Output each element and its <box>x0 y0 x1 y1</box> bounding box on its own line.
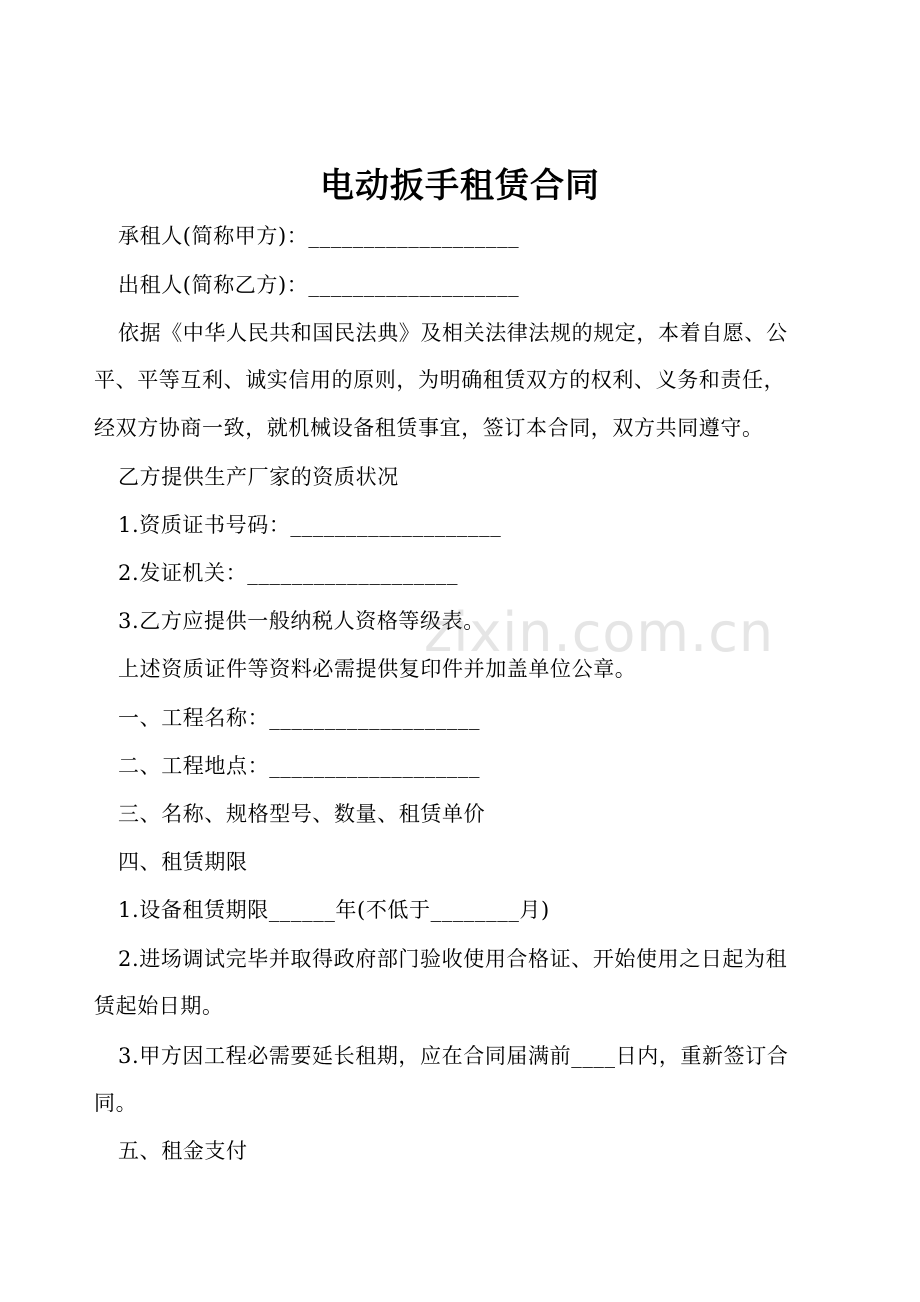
copies-note-line: 上述资质证件等资料必需提供复印件并加盖单位公章。 <box>118 657 637 681</box>
specification-heading: 三、名称、规格型号、数量、租赁单价 <box>118 802 486 826</box>
qualification-heading: 乙方提供生产厂家的资质状况 <box>118 465 399 489</box>
lessee-line: 承租人(简称甲方)：___________________ <box>118 224 520 248</box>
certificate-number-line: 1.资质证书号码：___________________ <box>118 513 502 537</box>
lease-term-item-1: 1.设备租赁期限______年(不低于________月) <box>118 898 550 922</box>
preamble-line-3: 经双方协商一致，就机械设备租赁事宜，签订本合同，双方共同遵守。 <box>94 416 764 440</box>
taxpayer-line: 3.乙方应提供一般纳税人资格等级表。 <box>118 609 485 633</box>
lease-term-item-2-line-1: 2.进场调试完毕并取得政府部门验收使用合格证、开始使用之日起为租 <box>118 947 788 971</box>
rent-payment-heading: 五、租金支付 <box>118 1139 248 1163</box>
project-name-line: 一、工程名称：___________________ <box>118 706 481 730</box>
preamble-line-1: 依据《中华人民共和国民法典》及相关法律法规的规定，本着自愿、公 <box>118 321 788 345</box>
lessor-line: 出租人(简称乙方)：___________________ <box>118 273 520 297</box>
lease-term-heading: 四、租赁期限 <box>118 850 248 874</box>
watermark-text: zixin.com.cn <box>424 601 775 664</box>
preamble-line-2: 平、平等互利、诚实信用的原则，为明确租赁双方的权利、义务和责任， <box>94 368 786 392</box>
document-title: 电动扳手租赁合同 <box>320 166 600 206</box>
lease-term-item-3-line-1: 3.甲方因工程必需要延长租期，应在合同届满前____日内，重新签订合 <box>118 1044 789 1068</box>
lease-term-item-2-line-2: 赁起始日期。 <box>94 994 224 1018</box>
lease-term-item-3-line-2: 同。 <box>94 1091 138 1115</box>
issuing-authority-line: 2.发证机关：___________________ <box>118 561 459 585</box>
project-location-line: 二、工程地点：___________________ <box>118 754 481 778</box>
